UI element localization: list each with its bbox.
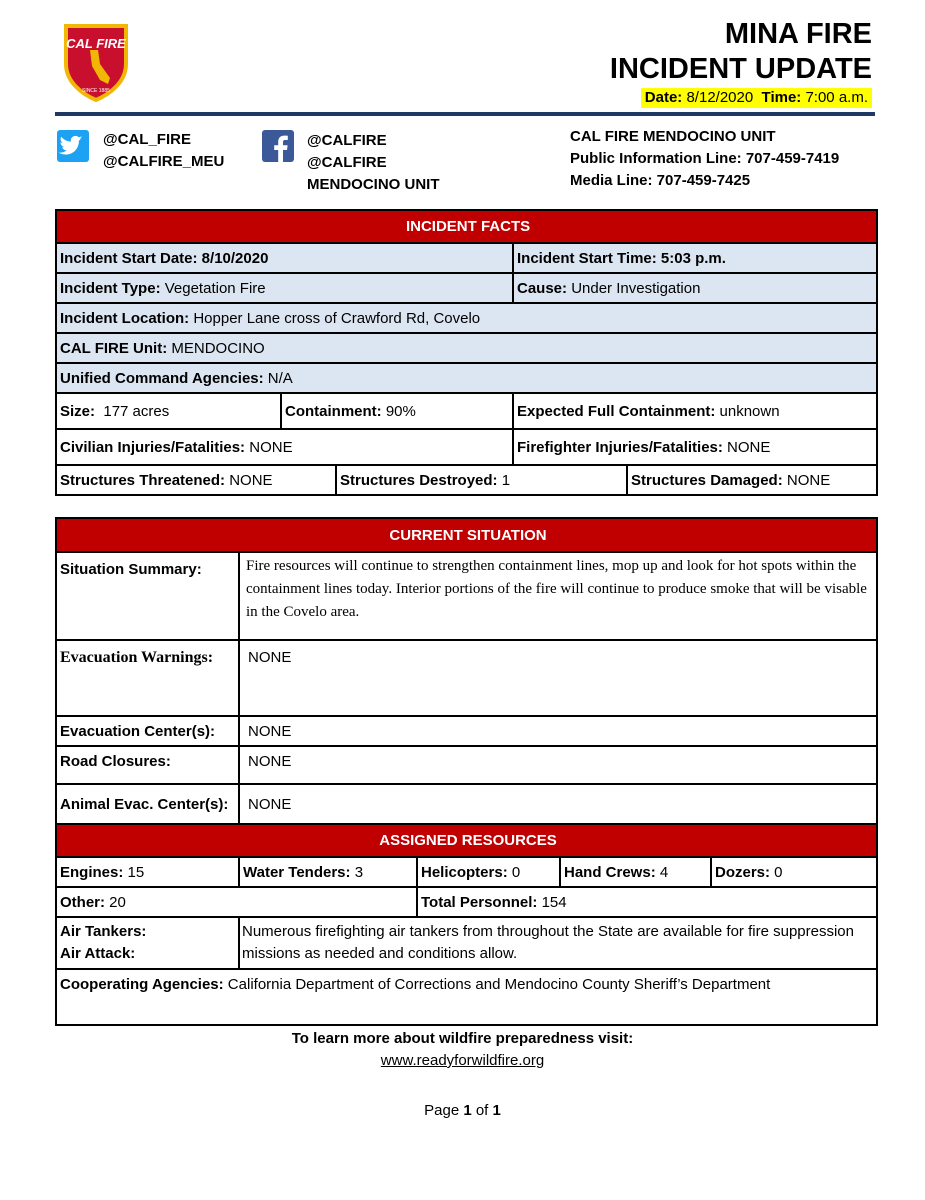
cooperating-agencies: Cooperating Agencies: California Department of Corrections and Mendocino County Sheriff’s Department (56, 969, 877, 1025)
structures-destroyed: Structures Destroyed: 1 (336, 465, 627, 495)
date-value: 8/12/2020 (686, 89, 754, 106)
time-value: 7:00 a.m. (805, 89, 868, 106)
twitter-icon (57, 130, 89, 162)
firefighter-injuries: Firefighter Injuries/Fatalities: NONE (513, 429, 877, 465)
road-closures-label: Road Closures: (56, 746, 239, 784)
animal-evac-value: NONE (239, 784, 877, 824)
title-line-2: INCIDENT UPDATE (609, 53, 872, 85)
hand-crews: Hand Crews: 4 (560, 857, 711, 887)
date-label: Date: (644, 89, 683, 106)
evacuation-center-label: Evacuation Center(s): (56, 716, 239, 746)
engines: Engines: 15 (56, 857, 239, 887)
twitter-handle-2: @CALFIRE_MEU (103, 153, 225, 170)
air-resources-text: Numerous firefighting air tankers from throughout the State are available for fire suppression missions as needed and conditions allow. (239, 917, 877, 969)
structures-damaged: Structures Damaged: NONE (627, 465, 877, 495)
facebook-handle-2: @CALFIRE (307, 154, 387, 171)
air-attack-label: Air Attack: (60, 945, 136, 962)
incident-type: Incident Type: Vegetation Fire (56, 273, 513, 303)
situation-summary-label: Situation Summary: (56, 552, 239, 640)
cal-fire-unit: CAL FIRE Unit: MENDOCINO (56, 333, 877, 363)
date-time-line (641, 88, 872, 108)
current-situation-table (55, 517, 878, 1026)
assigned-resources-heading: ASSIGNED RESOURCES (56, 824, 877, 857)
facebook-handle-3: MENDOCINO UNIT (307, 176, 440, 193)
unified-command-agencies: Unified Command Agencies: N/A (56, 363, 877, 393)
road-closures-value: NONE (239, 746, 877, 784)
twitter-handle-1: @CAL_FIRE (103, 131, 191, 148)
footer-learn-more: To learn more about wildfire preparedness visit: (291, 1030, 634, 1047)
containment: Containment: 90% (281, 393, 513, 429)
water-tenders: Water Tenders: 3 (239, 857, 417, 887)
facebook-handle-1: @CALFIRE (307, 132, 387, 149)
air-tankers-label: Air Tankers: (60, 923, 147, 940)
title-line-1: MINA FIRE (724, 18, 872, 50)
civilian-injuries: Civilian Injuries/Fatalities: NONE (56, 429, 513, 465)
evacuation-center-value: NONE (239, 716, 877, 746)
unit-name: CAL FIRE MENDOCINO UNIT (570, 128, 776, 145)
fire-size: Size: 177 acres (56, 393, 281, 429)
incident-start-date: Incident Start Date: 8/10/2020 (56, 243, 513, 273)
situation-summary-text: Fire resources will continue to strengthen containment lines, mop up and look for hot spots within the containment lines today. Interior portions of the fire will continue to produce smoke that will be visable in the Covelo area. (239, 552, 877, 640)
incident-location: Incident Location: Hopper Lane cross of Crawford Rd, Covelo (56, 303, 877, 333)
incident-facts-table (55, 209, 878, 496)
page-number: Page 1 of 1 (424, 1102, 501, 1119)
logo-text: CAL FIRE (66, 36, 126, 51)
animal-evac-label: Animal Evac. Center(s): (56, 784, 239, 824)
helicopters: Helicopters: 0 (417, 857, 560, 887)
evacuation-warnings-label: Evacuation Warnings: (56, 640, 239, 716)
incident-facts-heading: INCIDENT FACTS (56, 210, 877, 243)
media-line: Media Line: 707-459-7425 (570, 172, 751, 189)
header-rule (55, 112, 875, 116)
time-label: Time: (761, 89, 802, 106)
other-resources: Other: 20 (56, 887, 417, 917)
footer-link-row (0, 1052, 925, 1069)
incident-start-time: Incident Start Time: 5:03 p.m. (513, 243, 877, 273)
evacuation-warnings-value: NONE (239, 640, 877, 716)
logo-since: SINCE 1885 (82, 88, 110, 94)
unit-contact-info (570, 126, 839, 192)
total-personnel: Total Personnel: 154 (417, 887, 877, 917)
incident-cause: Cause: Under Investigation (513, 273, 877, 303)
cal-fire-logo (62, 20, 130, 102)
facebook-icon (262, 130, 294, 162)
structures-threatened: Structures Threatened: NONE (56, 465, 336, 495)
public-info-line: Public Information Line: 707-459-7419 (570, 150, 840, 167)
dozers: Dozers: 0 (711, 857, 877, 887)
readyforwildfire-link[interactable]: www.readyforwildfire.org (380, 1052, 545, 1069)
current-situation-heading: CURRENT SITUATION (56, 518, 877, 552)
expected-full-containment: Expected Full Containment: unknown (513, 393, 877, 429)
air-resources-label (56, 917, 239, 969)
